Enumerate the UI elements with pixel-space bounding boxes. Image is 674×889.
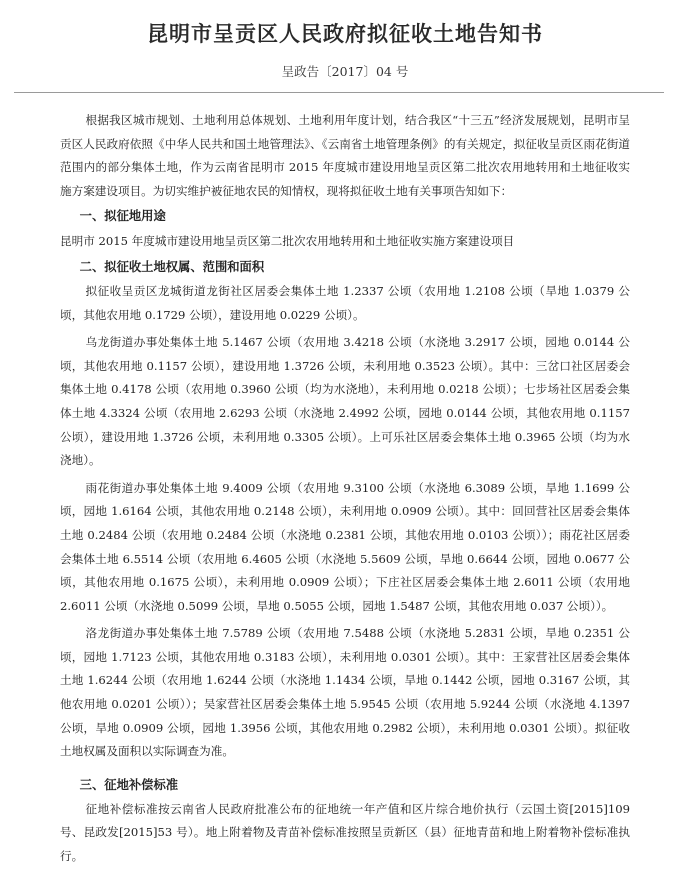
section-2-heading: 二、拟征收土地权属、范围和面积 <box>79 259 265 274</box>
document-title: 昆明市呈贡区人民政府拟征收土地告知书 <box>147 22 543 46</box>
section-2-paragraph-luolong: 洛龙街道办事处集体土地 7.5789 公顷（农用地 7.5488 公顷（水浇地 5.2831 公顷，旱地 0.2351 公顷，园地 1.7123 公顷，其他农用地 0.3183 公顷），未利用地 0.0301 公顷）。其中：王家营社区居委会集体土地 1.6244 公顷（农用地 1.6244 公顷（水浇地 1.1434 公顷，旱地 0.1442 公顷，园地 0.3167 公顷，其他农用地 0.0201 公顷））；吴家营社区居委会集体土地 5.9545 公顷（农用地 5.9244 公顷（水浇地 4.1397 公顷，旱地 0.0909 公顷，园地 1.3956 公顷，其他农用地 0.2982 公顷），未利用地 0.0301 公顷）。拟征收土地权属及面积以实际调查为准。 <box>60 626 630 759</box>
section-3-body: 征地补偿标准按云南省人民政府批准公布的征地统一年产值和区片综合地价执行（云国土资[2015]109号、昆政发[2015]53 号）。地上附着物及青苗补偿标准按照呈贡新区（县）征地青苗和地上附着物补偿标准执行。 <box>60 801 630 864</box>
section-2-paragraph-wulong: 乌龙街道办事处集体土地 5.1467 公顷（农用地 3.4218 公顷（水浇地 3.2917 公顷，园地 0.0144 公顷，其他农用地 0.1157 公顷），建设用地 1.3726 公顷，未利用地 0.3523 公顷）。其中：三岔口社区居委会集体土地 0.4178 公顷（农用地 0.3960 公顷（均为水浇地），未利用地 0.0218 公顷）；七步场社区居委会集体土地 4.3324 公顷（农用地 2.6293 公顷（水浇地 2.4992 公顷，园地 0.0144 公顷，其他农用地 0.1157 公顷），建设用地 1.3726 公顷，未利用地 0.3305 公顷）。上可乐社区居委会集体土地 0.3965 公顷（均为水浇地）。 <box>60 335 630 468</box>
section-3-heading: 三、征地补偿标准 <box>79 777 179 792</box>
intro-paragraph: 根据我区城市规划、土地利用总体规划、土地利用年度计划，结合我区“十三五”经济发展规划，昆明市呈贡区人民政府依照《中华人民共和国土地管理法》、《云南省土地管理条例》的有关规定，拟征收呈贡区雨花街道范围内的部分集体土地，作为云南省昆明市 2015 年度城市建设用地呈贡区第二批次农用地转用和土地征收实施方案建设项目。为切实维护被征地农民的知情权，现将拟征收土地有关事项告知如下： <box>60 113 630 198</box>
section-1-body: 昆明市 2015 年度城市建设用地呈贡区第二批次农用地转用和土地征收实施方案建设项目 <box>60 234 515 249</box>
section-2-paragraph-yuhua: 雨花街道办事处集体土地 9.4009 公顷（农用地 9.3100 公顷（水浇地 6.3089 公顷，旱地 1.1699 公顷，园地 1.6164 公顷，其他农用地 0.2148 公顷），未利用地 0.0909 公顷）。其中：回回营社区居委会集体土地 0.2484 公顷（农用地 0.2484 公顷（水浇地 0.2381 公顷，其他农用地 0.0103 公顷））；雨花社区居委会集体土地 6.5514 公顷（农用地 6.4605 公顷（水浇地 5.5609 公顷，旱地 0.6644 公顷，园地 0.0677 公顷，其他农用地 0.1675 公顷），未利用地 0.0909 公顷）；下庄社区居委会集体土地 2.6011 公顷（农用地 2.6011 公顷（水浇地 0.5099 公顷，旱地 0.5055 公顷，园地 1.5487 公顷，其他农用地 0.037 公顷））。 <box>60 480 630 613</box>
section-2-paragraph-longcheng: 拟征收呈贡区龙城街道龙街社区居委会集体土地 1.2337 公顷（农用地 1.2108 公顷（旱地 1.0379 公顷，其他农用地 0.1729 公顷），建设用地 0.0229 公顷）。 <box>60 283 630 322</box>
document-number: 呈政告〔2017〕04 号 <box>281 64 409 79</box>
section-1-heading: 一、拟征地用途 <box>79 209 166 224</box>
title-divider <box>14 92 664 93</box>
